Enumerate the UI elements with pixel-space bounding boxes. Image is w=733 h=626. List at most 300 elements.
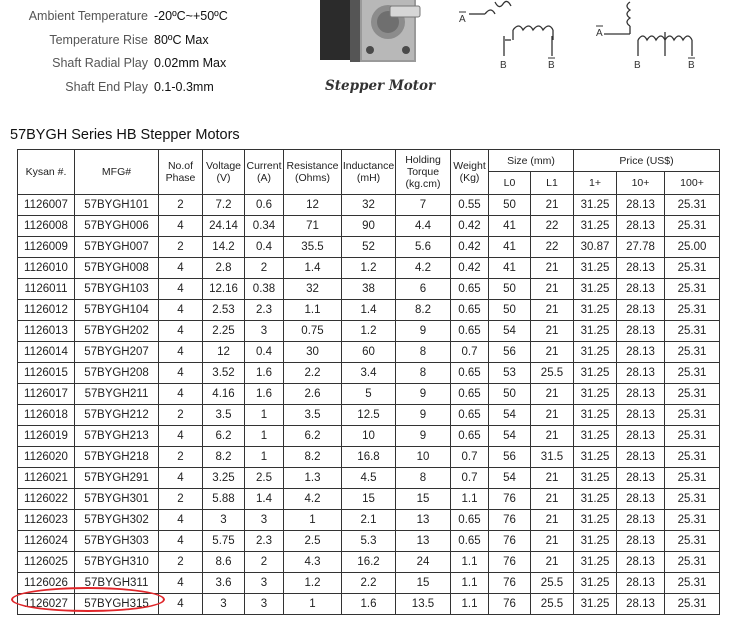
- table-cell: 28.13: [617, 216, 665, 237]
- table-row: [18, 342, 720, 363]
- table-cell: 2: [159, 489, 203, 510]
- table-cell: 3.5: [203, 405, 245, 426]
- table-cell: 4.4: [396, 216, 451, 237]
- header-kysan: Kysan #.: [18, 150, 75, 195]
- table-cell: 21: [531, 342, 574, 363]
- table-cell: 57BYGH310: [75, 552, 159, 573]
- table-row: [18, 216, 720, 237]
- table-cell: 25.31: [665, 489, 720, 510]
- table-cell: 1.2: [342, 321, 396, 342]
- table-cell: 4: [159, 321, 203, 342]
- table-cell: 0.4: [245, 237, 284, 258]
- table-cell: 1: [284, 594, 342, 615]
- table-cell: 41: [489, 258, 531, 279]
- table-cell: 28.13: [617, 405, 665, 426]
- table-cell: 57BYGH008: [75, 258, 159, 279]
- table-cell: 21: [531, 300, 574, 321]
- table-cell: 25.00: [665, 237, 720, 258]
- table-cell: 25.31: [665, 426, 720, 447]
- table-cell: 25.31: [665, 447, 720, 468]
- table-cell: 31.25: [574, 300, 617, 321]
- table-cell: 31.25: [574, 426, 617, 447]
- table-cell: 25.31: [665, 468, 720, 489]
- header-current: Current (A): [245, 150, 284, 195]
- table-cell: 53: [489, 363, 531, 384]
- table-cell: 4: [159, 468, 203, 489]
- table-cell: 2.5: [284, 531, 342, 552]
- table-cell: 1126025: [18, 552, 75, 573]
- table-cell: 54: [489, 321, 531, 342]
- motor-spec-table: [17, 149, 720, 615]
- table-row: [18, 594, 720, 615]
- table-cell: 2.2: [284, 363, 342, 384]
- table-cell: 8.6: [203, 552, 245, 573]
- spec-row-ambient-temperature: [0, 9, 260, 32]
- table-cell: 28.13: [617, 321, 665, 342]
- table-cell: 3.52: [203, 363, 245, 384]
- table-cell: 25.31: [665, 405, 720, 426]
- table-cell: 3.6: [203, 573, 245, 594]
- table-cell: 56: [489, 342, 531, 363]
- spec-value: 0.1-0.3mm: [154, 80, 214, 94]
- table-cell: 31.25: [574, 552, 617, 573]
- table-cell: 1: [245, 426, 284, 447]
- table-cell: 1.6: [342, 594, 396, 615]
- table-cell: 1.1: [284, 300, 342, 321]
- table-cell: 21: [531, 426, 574, 447]
- table-cell: 9: [396, 384, 451, 405]
- table-cell: 31.25: [574, 405, 617, 426]
- table-cell: 0.34: [245, 216, 284, 237]
- table-cell: 2: [245, 552, 284, 573]
- table-cell: 3: [245, 321, 284, 342]
- table-cell: 71: [284, 216, 342, 237]
- spec-label: Ambient Temperature: [28, 9, 148, 23]
- stepper-motor-image: [318, 0, 428, 76]
- spec-value: 80ºC Max: [154, 33, 209, 47]
- table-cell: 2: [159, 405, 203, 426]
- table-cell: 0.6: [245, 195, 284, 216]
- table-cell: 57BYGH212: [75, 405, 159, 426]
- table-cell: 1: [245, 447, 284, 468]
- table-cell: 0.65: [451, 321, 489, 342]
- header-voltage: Voltage (V): [203, 150, 245, 195]
- table-cell: 22: [531, 237, 574, 258]
- table-cell: 1126010: [18, 258, 75, 279]
- table-cell: 28.13: [617, 447, 665, 468]
- table-cell: 0.7: [451, 447, 489, 468]
- table-cell: 57BYGH301: [75, 489, 159, 510]
- table-cell: 1.1: [451, 552, 489, 573]
- table-cell: 2: [159, 552, 203, 573]
- table-cell: 25.31: [665, 510, 720, 531]
- table-cell: 50: [489, 279, 531, 300]
- table-cell: 1126012: [18, 300, 75, 321]
- table-cell: 1.2: [342, 258, 396, 279]
- table-cell: 12.5: [342, 405, 396, 426]
- table-cell: 32: [284, 279, 342, 300]
- table-cell: 28.13: [617, 342, 665, 363]
- table-cell: 25.31: [665, 384, 720, 405]
- table-cell: 28.13: [617, 468, 665, 489]
- table-cell: 1126009: [18, 237, 75, 258]
- table-cell: 13: [396, 510, 451, 531]
- header-mfg: MFG#: [75, 150, 159, 195]
- table-cell: 2.8: [203, 258, 245, 279]
- table-row: [18, 447, 720, 468]
- table-cell: 76: [489, 510, 531, 531]
- motor-caption: Stepper Motor: [325, 78, 436, 94]
- table-cell: 21: [531, 195, 574, 216]
- table-cell: 9: [396, 405, 451, 426]
- table-cell: 25.31: [665, 258, 720, 279]
- table-cell: 1126017: [18, 384, 75, 405]
- table-cell: 28.13: [617, 258, 665, 279]
- header-resistance: Resistance (Ohms): [284, 150, 342, 195]
- table-cell: 5.3: [342, 531, 396, 552]
- table-cell: 25.5: [531, 594, 574, 615]
- table-cell: 54: [489, 405, 531, 426]
- table-cell: 1.3: [284, 468, 342, 489]
- table-cell: 12: [203, 342, 245, 363]
- header-size: Size (mm): [489, 150, 574, 172]
- header-weight: Weight (Kg): [451, 150, 489, 195]
- table-cell: 25.31: [665, 216, 720, 237]
- table-cell: 15: [396, 489, 451, 510]
- header-inductance: Inductance (mH): [342, 150, 396, 195]
- table-cell: 15: [342, 489, 396, 510]
- table-row: [18, 279, 720, 300]
- table-row: [18, 258, 720, 279]
- table-cell: 0.42: [451, 258, 489, 279]
- table-cell: 12: [284, 195, 342, 216]
- table-cell: 1126007: [18, 195, 75, 216]
- table-cell: 6.2: [203, 426, 245, 447]
- table-cell: 1126018: [18, 405, 75, 426]
- table-cell: 57BYGH101: [75, 195, 159, 216]
- table-cell: 2.3: [245, 531, 284, 552]
- table-cell: 28.13: [617, 279, 665, 300]
- table-cell: 0.65: [451, 510, 489, 531]
- table-cell: 31.25: [574, 321, 617, 342]
- table-cell: 31.25: [574, 531, 617, 552]
- table-cell: 5.88: [203, 489, 245, 510]
- table-cell: 14.2: [203, 237, 245, 258]
- table-cell: 31.25: [574, 510, 617, 531]
- spec-row-shaft-end-play: [0, 80, 260, 103]
- table-cell: 8.2: [284, 447, 342, 468]
- table-cell: 50: [489, 384, 531, 405]
- table-cell: 1126011: [18, 279, 75, 300]
- table-cell: 21: [531, 258, 574, 279]
- table-cell: 0.7: [451, 342, 489, 363]
- table-cell: 3: [245, 510, 284, 531]
- table-cell: 25.31: [665, 321, 720, 342]
- table-cell: 3.5: [284, 405, 342, 426]
- terminal-label-a-bar: A: [596, 28, 603, 39]
- table-cell: 28.13: [617, 426, 665, 447]
- table-cell: 2.3: [245, 300, 284, 321]
- table-cell: 8: [396, 363, 451, 384]
- table-cell: 24.14: [203, 216, 245, 237]
- table-cell: 9: [396, 426, 451, 447]
- table-cell: 16.8: [342, 447, 396, 468]
- table-cell: 21: [531, 279, 574, 300]
- table-cell: 25.31: [665, 279, 720, 300]
- table-cell: 1.1: [451, 594, 489, 615]
- table-row: [18, 363, 720, 384]
- table-cell: 57BYGH303: [75, 531, 159, 552]
- table-row: [18, 552, 720, 573]
- table-cell: 5.6: [396, 237, 451, 258]
- table-row: [18, 489, 720, 510]
- table-cell: 28.13: [617, 384, 665, 405]
- table-cell: 60: [342, 342, 396, 363]
- table-cell: 13: [396, 531, 451, 552]
- table-cell: 76: [489, 552, 531, 573]
- table-cell: 10: [342, 426, 396, 447]
- table-cell: 1.4: [342, 300, 396, 321]
- table-cell: 32: [342, 195, 396, 216]
- table-cell: 4: [159, 279, 203, 300]
- table-cell: 1126014: [18, 342, 75, 363]
- table-cell: 4.5: [342, 468, 396, 489]
- table-cell: 57BYGH291: [75, 468, 159, 489]
- table-cell: 57BYGH207: [75, 342, 159, 363]
- table-cell: 7: [396, 195, 451, 216]
- table-cell: 50: [489, 195, 531, 216]
- table-cell: 12.16: [203, 279, 245, 300]
- table-cell: 2: [159, 237, 203, 258]
- table-cell: 76: [489, 594, 531, 615]
- spec-row-shaft-radial-play: [0, 56, 260, 79]
- table-cell: 1.2: [284, 573, 342, 594]
- table-cell: 10: [396, 447, 451, 468]
- table-cell: 6: [396, 279, 451, 300]
- table-cell: 1126019: [18, 426, 75, 447]
- table-cell: 1: [284, 510, 342, 531]
- table-cell: 4.3: [284, 552, 342, 573]
- table-cell: 54: [489, 426, 531, 447]
- terminal-label-b: B: [634, 60, 641, 71]
- table-cell: 4: [159, 342, 203, 363]
- table-row: [18, 300, 720, 321]
- section-title: 57BYGH Series HB Stepper Motors: [10, 127, 240, 143]
- table-cell: 27.78: [617, 237, 665, 258]
- table-cell: 25.31: [665, 594, 720, 615]
- table-cell: 0.55: [451, 195, 489, 216]
- table-row: [18, 468, 720, 489]
- table-cell: 57BYGH208: [75, 363, 159, 384]
- table-row: [18, 573, 720, 594]
- table-cell: 1.6: [245, 363, 284, 384]
- table-cell: 3: [245, 573, 284, 594]
- table-cell: 1126026: [18, 573, 75, 594]
- table-cell: 4: [159, 510, 203, 531]
- table-cell: 57BYGH006: [75, 216, 159, 237]
- table-cell: 16.2: [342, 552, 396, 573]
- table-cell: 31.25: [574, 594, 617, 615]
- table-cell: 3: [203, 510, 245, 531]
- table-cell: 0.65: [451, 426, 489, 447]
- table-cell: 0.65: [451, 531, 489, 552]
- table-cell: 31.25: [574, 384, 617, 405]
- table-cell: 2.2: [342, 573, 396, 594]
- table-cell: 2.53: [203, 300, 245, 321]
- table-cell: 4: [159, 531, 203, 552]
- table-cell: 5.75: [203, 531, 245, 552]
- header-price-1: 1+: [574, 172, 617, 195]
- table-cell: 1126015: [18, 363, 75, 384]
- table-cell: 25.31: [665, 342, 720, 363]
- table-cell: 2.25: [203, 321, 245, 342]
- table-cell: 1126022: [18, 489, 75, 510]
- table-cell: 15: [396, 573, 451, 594]
- table-cell: 41: [489, 237, 531, 258]
- table-cell: 4: [159, 426, 203, 447]
- table-cell: 25.31: [665, 363, 720, 384]
- table-row: [18, 510, 720, 531]
- table-cell: 1.1: [451, 573, 489, 594]
- table-cell: 4: [159, 216, 203, 237]
- table-cell: 54: [489, 468, 531, 489]
- header-price-100: 100+: [665, 172, 720, 195]
- table-cell: 28.13: [617, 510, 665, 531]
- table-cell: 2: [159, 447, 203, 468]
- table-cell: 31.25: [574, 258, 617, 279]
- table-row: [18, 195, 720, 216]
- table-cell: 31.25: [574, 447, 617, 468]
- table-cell: 28.13: [617, 300, 665, 321]
- table-cell: 2.1: [342, 510, 396, 531]
- table-cell: 57BYGH302: [75, 510, 159, 531]
- table-cell: 28.13: [617, 594, 665, 615]
- table-cell: 41: [489, 216, 531, 237]
- table-cell: 1126013: [18, 321, 75, 342]
- table-cell: 21: [531, 321, 574, 342]
- table-cell: 7.2: [203, 195, 245, 216]
- table-cell: 22: [531, 216, 574, 237]
- bipolar-winding-diagram: [455, 0, 575, 74]
- table-cell: 8.2: [396, 300, 451, 321]
- table-cell: 4.16: [203, 384, 245, 405]
- table-cell: 4: [159, 594, 203, 615]
- table-cell: 30: [284, 342, 342, 363]
- table-cell: 21: [531, 468, 574, 489]
- spec-label: Shaft End Play: [65, 80, 148, 94]
- motor-table-body: [18, 195, 720, 615]
- table-cell: 0.65: [451, 405, 489, 426]
- table-cell: 6.2: [284, 426, 342, 447]
- table-cell: 21: [531, 489, 574, 510]
- table-cell: 4: [159, 384, 203, 405]
- table-cell: 0.65: [451, 279, 489, 300]
- table-cell: 35.5: [284, 237, 342, 258]
- table-row: [18, 321, 720, 342]
- table-cell: 28.13: [617, 531, 665, 552]
- table-row: [18, 384, 720, 405]
- table-cell: 1.4: [245, 489, 284, 510]
- table-row: [18, 237, 720, 258]
- table-cell: 3.4: [342, 363, 396, 384]
- table-cell: 2: [159, 195, 203, 216]
- table-cell: 1: [245, 405, 284, 426]
- table-cell: 4: [159, 573, 203, 594]
- header-phase: No.of Phase: [159, 150, 203, 195]
- table-cell: 3.25: [203, 468, 245, 489]
- spec-value: 0.02mm Max: [154, 56, 227, 70]
- header-price-10: 10+: [617, 172, 665, 195]
- table-cell: 1126023: [18, 510, 75, 531]
- spec-label: Shaft Radial Play: [52, 56, 148, 70]
- table-cell: 30.87: [574, 237, 617, 258]
- table-cell: 0.7: [451, 468, 489, 489]
- table-cell: 31.5: [531, 447, 574, 468]
- table-cell: 31.25: [574, 195, 617, 216]
- table-cell: 1.6: [245, 384, 284, 405]
- table-cell: 57BYGH007: [75, 237, 159, 258]
- unipolar-winding-diagram: [590, 0, 710, 74]
- table-cell: 3: [245, 594, 284, 615]
- terminal-label-b-bar: B: [688, 60, 695, 71]
- table-cell: 21: [531, 384, 574, 405]
- terminal-label-a: A: [459, 14, 466, 25]
- table-cell: 4: [159, 300, 203, 321]
- table-cell: 3: [203, 594, 245, 615]
- table-cell: 25.31: [665, 573, 720, 594]
- table-cell: 0.38: [245, 279, 284, 300]
- table-cell: 24: [396, 552, 451, 573]
- table-cell: 25.31: [665, 552, 720, 573]
- table-cell: 21: [531, 510, 574, 531]
- table-cell: 90: [342, 216, 396, 237]
- table-cell: 1126020: [18, 447, 75, 468]
- table-cell: 57BYGH104: [75, 300, 159, 321]
- table-cell: 28.13: [617, 363, 665, 384]
- table-cell: 57BYGH218: [75, 447, 159, 468]
- table-cell: 31.25: [574, 279, 617, 300]
- table-cell: 52: [342, 237, 396, 258]
- table-cell: 0.65: [451, 363, 489, 384]
- table-cell: 57BYGH213: [75, 426, 159, 447]
- header-price: Price (US$): [574, 150, 720, 172]
- table-cell: 1126021: [18, 468, 75, 489]
- table-cell: 25.31: [665, 300, 720, 321]
- table-cell: 76: [489, 531, 531, 552]
- table-cell: 31.25: [574, 216, 617, 237]
- table-cell: 1.1: [451, 489, 489, 510]
- table-cell: 21: [531, 552, 574, 573]
- table-cell: 4.2: [284, 489, 342, 510]
- table-cell: 76: [489, 573, 531, 594]
- table-cell: 1126008: [18, 216, 75, 237]
- header-l0: L0: [489, 172, 531, 195]
- table-cell: 38: [342, 279, 396, 300]
- spec-label: Temperature Rise: [49, 33, 148, 47]
- table-row: [18, 426, 720, 447]
- header-torque: Holding Torque (kg.cm): [396, 150, 451, 195]
- table-cell: 21: [531, 531, 574, 552]
- spec-row-temperature-rise: [0, 33, 260, 56]
- table-cell: 8: [396, 342, 451, 363]
- table-cell: 28.13: [617, 573, 665, 594]
- table-cell: 25.31: [665, 195, 720, 216]
- table-cell: 28.13: [617, 489, 665, 510]
- table-cell: 0.42: [451, 237, 489, 258]
- table-cell: 8.2: [203, 447, 245, 468]
- table-cell: 2: [245, 258, 284, 279]
- table-cell: 13.5: [396, 594, 451, 615]
